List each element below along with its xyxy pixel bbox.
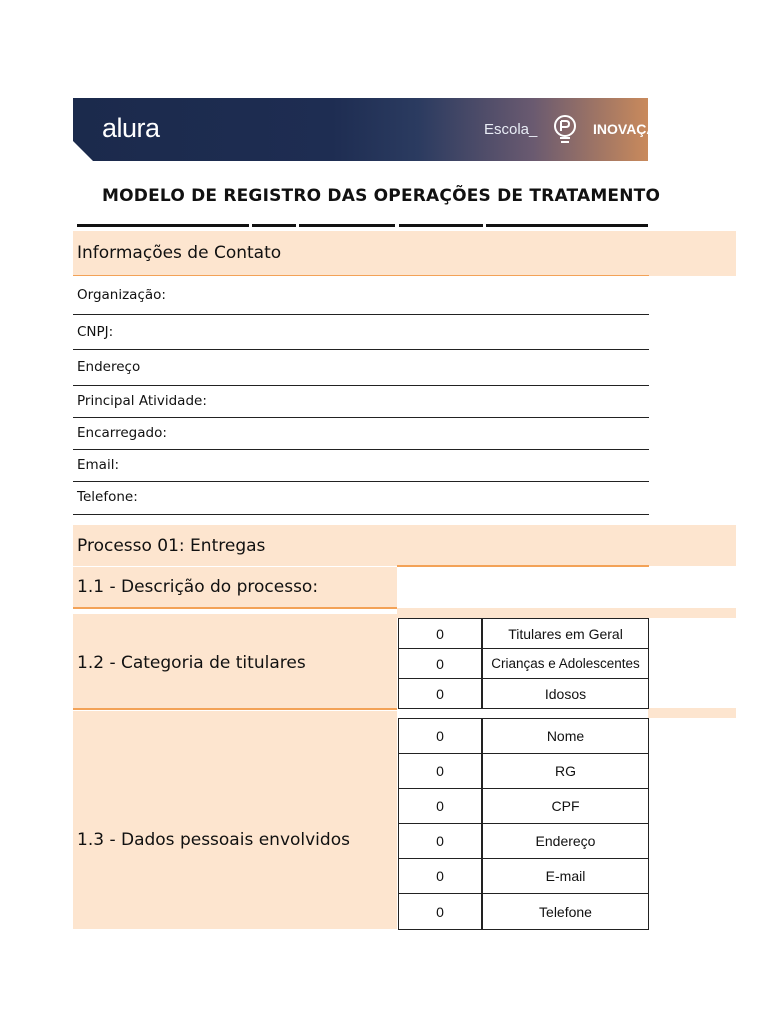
category-name-cell bbox=[482, 618, 649, 649]
personal-data-name-cell bbox=[482, 858, 649, 894]
field-cnpj: CNPJ: bbox=[77, 324, 114, 340]
document-title: MODELO DE REGISTRO DAS OPERAÇÕES DE TRATAMENTO bbox=[102, 186, 661, 206]
row-divider bbox=[73, 385, 649, 386]
alura-logo: alura bbox=[102, 113, 160, 143]
row-divider bbox=[73, 417, 649, 418]
personal-data-value-cell[interactable] bbox=[398, 893, 482, 930]
title-rule bbox=[77, 224, 249, 227]
personal-data-name: RG bbox=[555, 763, 576, 779]
personal-data-name: Endereço bbox=[535, 833, 596, 849]
process-heading: Processo 01: Entregas bbox=[77, 536, 266, 556]
category-value: 0 bbox=[436, 625, 444, 642]
process-heading-underline bbox=[397, 565, 649, 567]
contact-heading-underline bbox=[73, 275, 649, 276]
field-email: Email: bbox=[77, 457, 120, 473]
personal-data-value-cell[interactable] bbox=[398, 718, 482, 754]
categories-underline bbox=[73, 708, 397, 710]
category-value: 0 bbox=[436, 655, 444, 672]
personal-data-value: 0 bbox=[436, 728, 444, 744]
personal-data-value-cell[interactable] bbox=[398, 823, 482, 859]
field-encarregado: Encarregado: bbox=[77, 425, 167, 441]
category-name: Crianças e Adolescentes bbox=[491, 656, 640, 671]
row-divider bbox=[73, 349, 649, 350]
personal-data-name: E-mail bbox=[545, 868, 586, 884]
personal-data-label-cell bbox=[73, 711, 397, 929]
personal-data-name-cell bbox=[482, 823, 649, 859]
description-underline bbox=[73, 607, 397, 609]
lightbulb-icon bbox=[552, 114, 578, 146]
category-name-cell bbox=[482, 678, 649, 709]
spacer-band bbox=[397, 608, 736, 618]
field-telefone: Telefone: bbox=[77, 489, 138, 505]
category-value-cell[interactable] bbox=[398, 648, 482, 679]
category-value-cell[interactable] bbox=[398, 618, 482, 649]
personal-data-name: Telefone bbox=[539, 903, 592, 920]
personal-data-value: 0 bbox=[436, 798, 444, 814]
inovacao-label: INOVAÇÃO bbox=[593, 121, 668, 137]
contact-heading: Informações de Contato bbox=[77, 243, 282, 263]
personal-data-value-cell[interactable] bbox=[398, 753, 482, 789]
title-rule bbox=[299, 224, 395, 227]
personal-data-value-cell[interactable] bbox=[398, 858, 482, 894]
field-principal-atividade: Principal Atividade: bbox=[77, 393, 207, 409]
row-divider bbox=[73, 314, 649, 315]
row-divider bbox=[73, 481, 649, 482]
category-value: 0 bbox=[436, 685, 444, 702]
personal-data-name: CPF bbox=[551, 798, 580, 814]
personal-data-name-cell bbox=[482, 893, 649, 930]
title-rule bbox=[252, 224, 296, 227]
spacer-band bbox=[648, 708, 736, 718]
category-name: Idosos bbox=[544, 685, 587, 702]
title-rule bbox=[399, 224, 483, 227]
banner-notch bbox=[73, 141, 93, 161]
description-label: 1.1 - Descrição do processo: bbox=[77, 577, 319, 597]
personal-data-value: 0 bbox=[436, 763, 444, 779]
escola-label: Escola_ bbox=[484, 121, 538, 138]
personal-data-value: 0 bbox=[436, 903, 444, 920]
category-name-cell bbox=[482, 648, 649, 679]
personal-data-value-cell[interactable] bbox=[398, 788, 482, 824]
row-divider bbox=[73, 514, 649, 515]
personal-data-name: Nome bbox=[546, 728, 585, 744]
personal-data-value: 0 bbox=[436, 868, 444, 884]
title-rule bbox=[486, 224, 648, 227]
row-divider bbox=[73, 449, 649, 450]
category-value-cell[interactable] bbox=[398, 678, 482, 709]
personal-data-value: 0 bbox=[436, 833, 444, 849]
personal-data-name-cell bbox=[482, 788, 649, 824]
personal-data-name-cell bbox=[482, 718, 649, 754]
field-organizacao: Organização: bbox=[77, 287, 166, 303]
personal-data-name-cell bbox=[482, 753, 649, 789]
personal-data-label: 1.3 - Dados pessoais envolvidos bbox=[77, 830, 350, 850]
field-endereco: Endereço bbox=[77, 359, 141, 375]
category-name: Titulares em Geral bbox=[508, 625, 623, 642]
categories-label: 1.2 - Categoria de titulares bbox=[77, 653, 306, 673]
